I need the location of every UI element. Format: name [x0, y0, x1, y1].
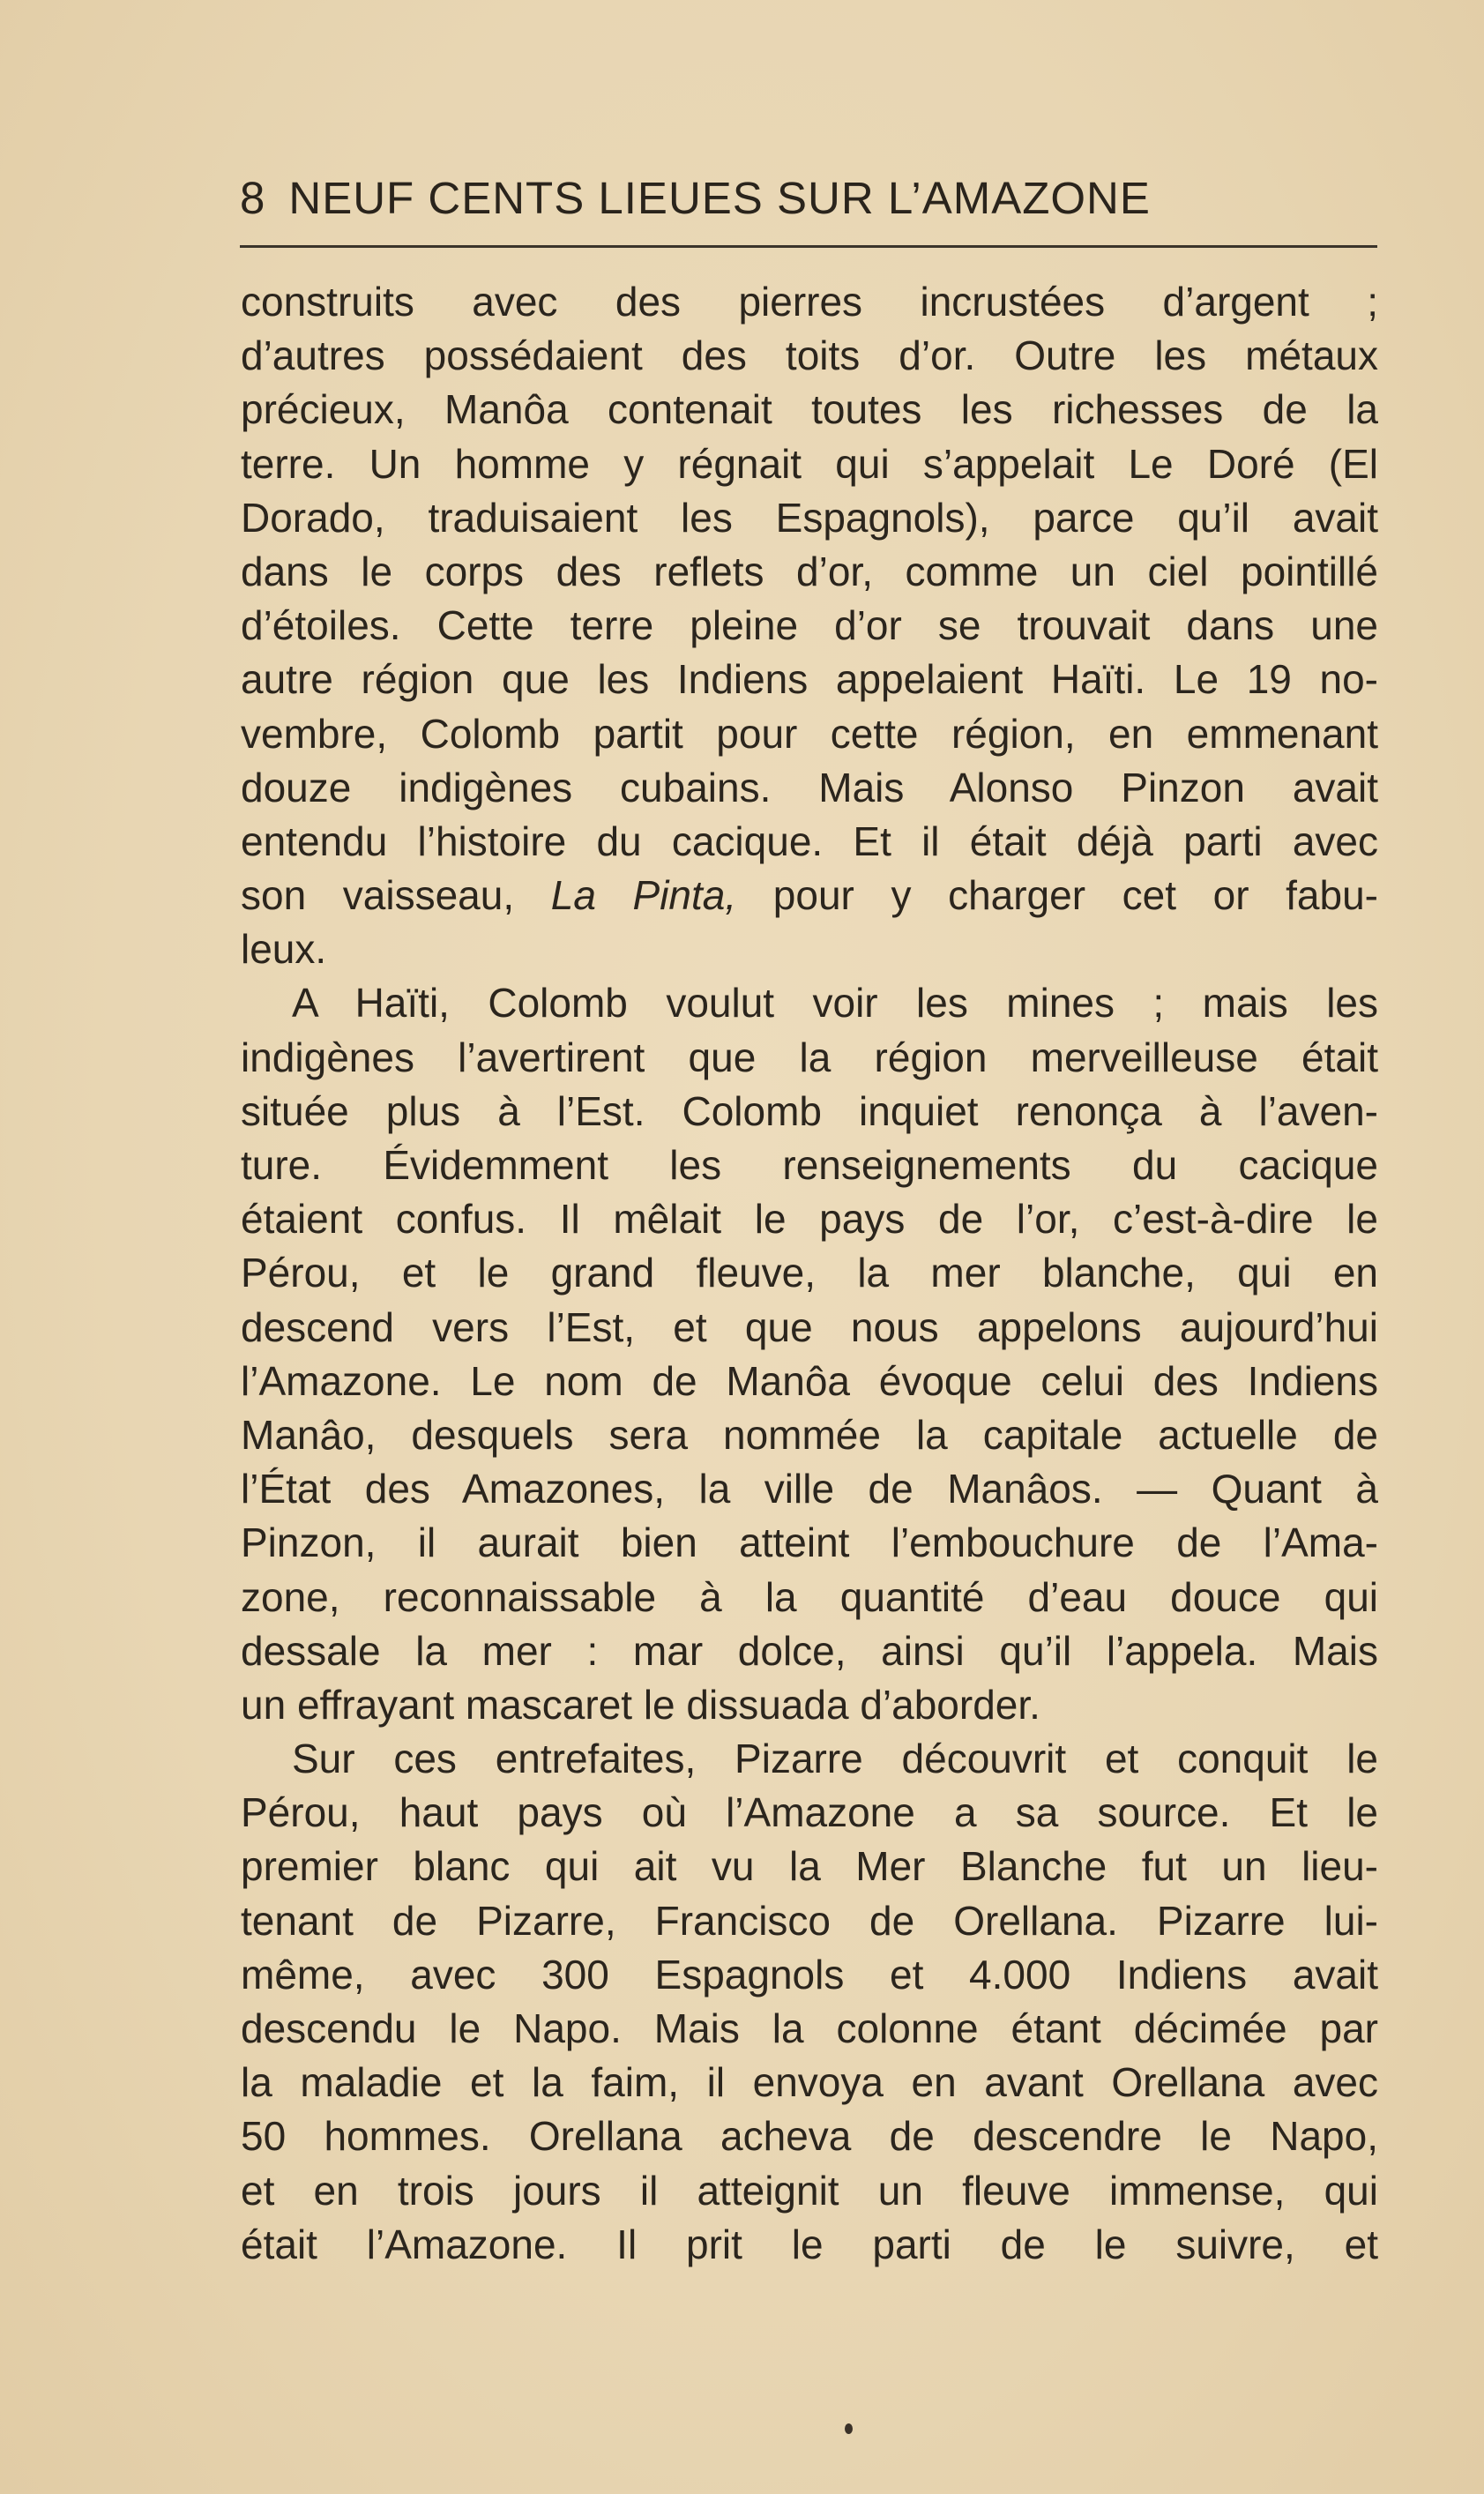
text-line: premier blanc qui ait vu la Mer Blanche fut un lieu- [241, 1843, 1378, 1890]
paragraph-start-line: Sur ces entrefaites, Pizarre découvrit et conquit le [292, 1736, 1378, 1782]
text-line: autre région que les Indiens appelaient Haïti. Le 19 no- [241, 656, 1378, 703]
text-line: d’autres possédaient des toits d’or. Outre les métaux [241, 332, 1378, 379]
text-line: un effrayant mascaret le dissuada d’aborder. [241, 1681, 1040, 1728]
text-line: et en trois jours il atteignit un fleuve immense, qui [241, 2167, 1378, 2214]
text-line: leux. [241, 926, 327, 973]
page-number: 8 [240, 173, 266, 223]
text-line: Manâo, desquels sera nommée la capitale actuelle de [241, 1411, 1378, 1458]
text-line: vembre, Colomb partit pour cette région, en emmenant [241, 710, 1378, 757]
ship-name: La Pinta, [550, 872, 737, 919]
text-line: dessale la mer : mar dolce, ainsi qu’il l’appela. Mais [241, 1627, 1378, 1674]
header-rule [240, 245, 1377, 248]
text-line: située plus à l’Est. Colomb inquiet renonça à l’aven- [241, 1087, 1378, 1134]
text-line: étaient confus. Il mêlait le pays de l’or, c’est-à-dire le [241, 1196, 1378, 1243]
paragraph-start-line: A Haïti, Colomb voulut voir les mines ; mais les [292, 980, 1378, 1027]
text-line: même, avec 300 Espagnols et 4.000 Indiens avait [241, 1951, 1378, 1997]
running-title: NEUF CENTS LIEUES SUR L’AMAZONE [288, 173, 1151, 223]
text-line: douze indigènes cubains. Mais Alonso Pinzon avait [241, 764, 1378, 810]
line-start: son vaisseau, [241, 872, 551, 919]
body-text [241, 275, 1378, 2272]
text-line: entendu l’histoire du cacique. Et il était déjà parti avec [241, 818, 1378, 864]
text-line: Pérou, et le grand fleuve, la mer blanche, qui en [241, 1250, 1378, 1296]
text-line: ture. Évidemment les renseignements du cacique [241, 1142, 1378, 1188]
text-line: la maladie et la faim, il envoya en avant Orellana avec [241, 2059, 1378, 2106]
text-line: Dorado, traduisaient les Espagnols), parce qu’il avait [241, 494, 1378, 541]
text-line: dans le corps des reflets d’or, comme un ciel pointillé [241, 548, 1378, 594]
text-line: 50 hommes. Orellana acheva de descendre le Napo, [241, 2113, 1378, 2160]
text-line: Pinzon, il aurait bien atteint l’embouchure de l’Ama- [241, 1520, 1378, 1566]
text-line: était l’Amazone. Il prit le parti de le suivre, et [241, 2221, 1378, 2267]
text-line: tenant de Pizarre, Francisco de Orellana. Pizarre lui- [241, 1897, 1378, 1944]
text-line: l’État des Amazones, la ville de Manâos. — Quant à [241, 1466, 1378, 1512]
text-line: zone, reconnaissable à la quantité d’eau douce qui [241, 1573, 1378, 1620]
text-line: l’Amazone. Le nom de Manôa évoque celui des Indiens [241, 1357, 1378, 1404]
text-line: précieux, Manôa contenait toutes les richesses de la [241, 386, 1378, 433]
text-line: construits avec des pierres incrustées d’argent ; [241, 279, 1378, 325]
line-tail: pour y charger cet or fabu- [736, 872, 1378, 919]
running-head [240, 172, 1377, 234]
text-line: descendu le Napo. Mais la colonne étant décimée par [241, 2005, 1378, 2051]
text-line: descend vers l’Est, et que nous appelons aujourd’hui [241, 1303, 1378, 1350]
text-line: Pérou, haut pays où l’Amazone a sa source. Et le [241, 1789, 1378, 1836]
text-line: terre. Un homme y régnait qui s’appelait Le Doré (El [241, 440, 1378, 487]
text-line: indigènes l’avertirent que la région merveilleuse était [241, 1034, 1378, 1080]
text-line-with-ship-name [241, 869, 1378, 922]
ink-speck [845, 2423, 853, 2434]
text-line: d’étoiles. Cette terre pleine d’or se trouvait dans une [241, 602, 1378, 649]
